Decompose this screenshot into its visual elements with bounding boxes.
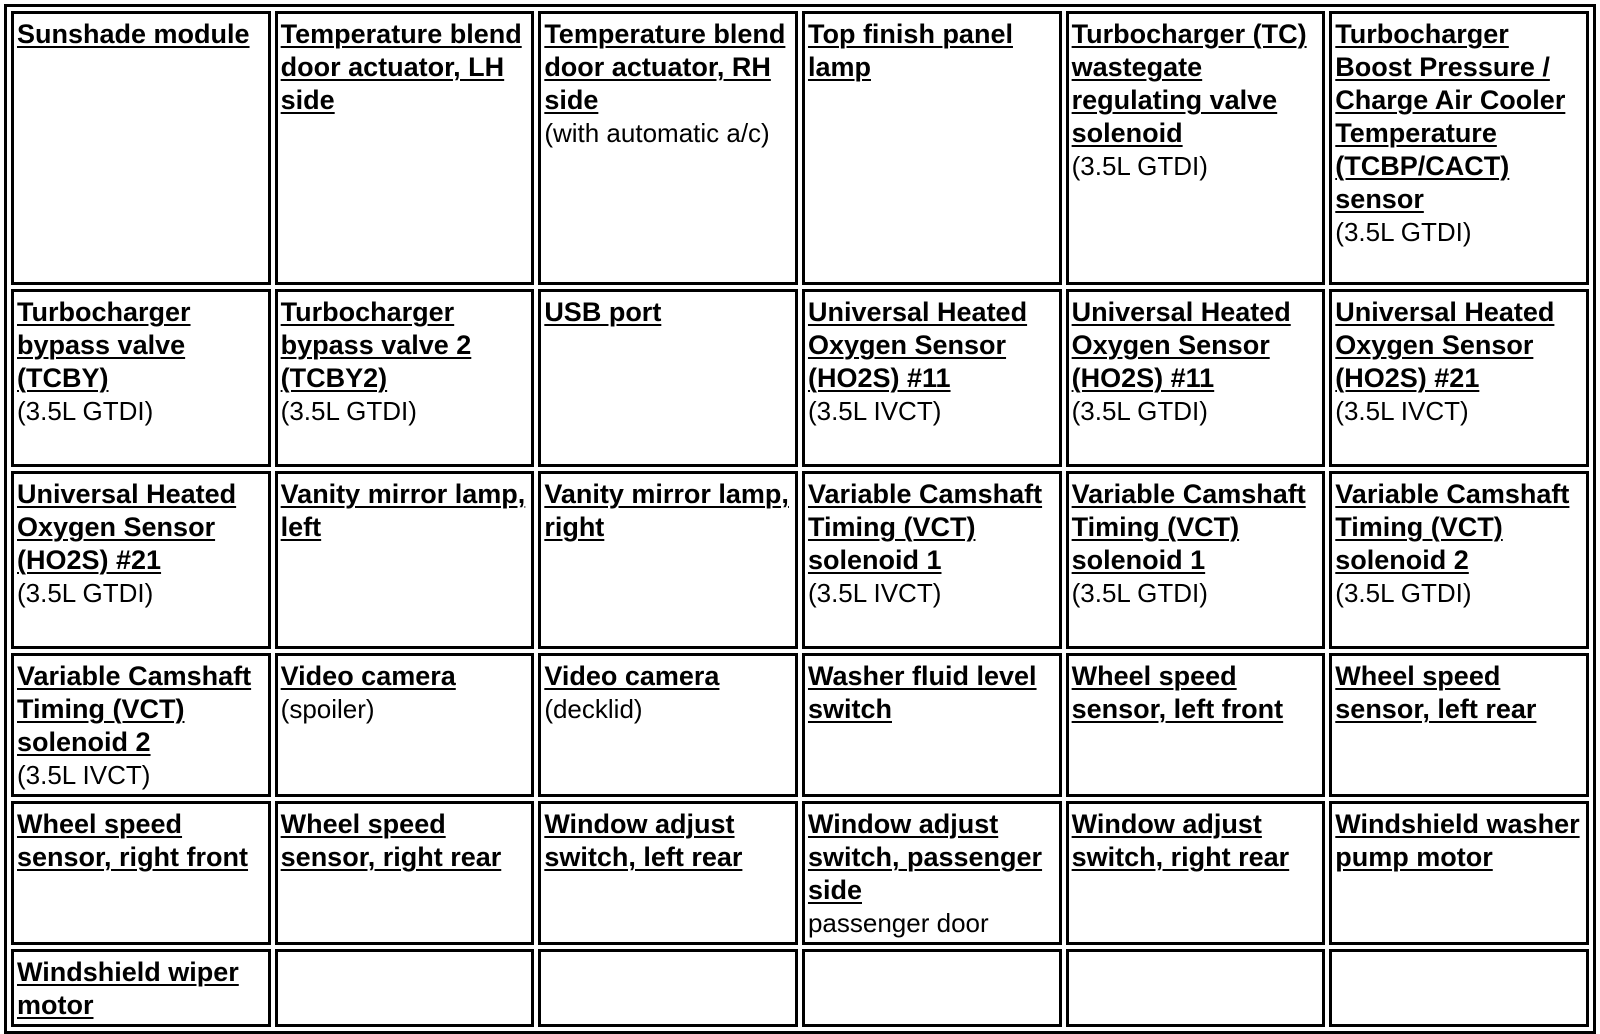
table-cell [1066,289,1326,467]
table-cell [1329,653,1589,797]
table-cell [11,11,271,285]
table-cell [11,471,271,649]
component-link[interactable]: Variable Camshaft Timing (VCT) solenoid 2 [17,661,252,757]
component-link[interactable]: Turbocharger Boost Pressure / Charge Air Cooler Temperature (TCBP/CACT) sensor [1335,19,1566,214]
table-row [11,11,1589,285]
table-row [11,949,1589,1027]
component-link[interactable]: Wheel speed sensor, right front [17,809,249,872]
component-link[interactable]: Turbocharger bypass valve (TCBY) [17,297,191,393]
table-cell [802,11,1062,285]
component-note: (3.5L GTDI) [1335,217,1472,247]
table-cell [802,471,1062,649]
component-link[interactable]: Variable Camshaft Timing (VCT) solenoid 2 [1335,479,1570,575]
component-link[interactable]: Video camera [280,661,456,691]
table-cell [11,653,271,797]
component-link[interactable]: Sunshade module [17,19,250,49]
component-link[interactable]: Video camera [544,661,720,691]
component-note: (3.5L IVCT) [807,578,942,608]
table-cell [1066,471,1326,649]
component-note: (with automatic a/c) [544,118,770,148]
component-link[interactable]: Top finish panel lamp [807,19,1013,82]
component-note: (3.5L GTDI) [1071,396,1208,426]
table-cell [275,801,535,945]
component-link[interactable]: Window adjust switch, right rear [1071,809,1290,872]
empty-cell [802,949,1062,1027]
table-cell [1329,11,1589,285]
component-note: (3.5L IVCT) [807,396,942,426]
table-cell [275,289,535,467]
table-cell [275,11,535,285]
table-cell [538,801,798,945]
component-note: (3.5L IVCT) [1335,396,1469,426]
table-cell [802,289,1062,467]
table-cell [1329,289,1589,467]
table-cell [1066,653,1326,797]
component-note: (3.5L GTDI) [17,578,154,608]
component-link[interactable]: Wheel speed sensor, left front [1071,661,1284,724]
component-link[interactable]: Universal Heated Oxygen Sensor (HO2S) #11 [1071,297,1291,393]
component-note: (spoiler) [280,694,375,724]
component-note: (decklid) [544,694,643,724]
component-link[interactable]: Washer fluid level switch [807,661,1037,724]
component-link[interactable]: Window adjust switch, left rear [544,809,743,872]
table-row [11,471,1589,649]
component-link[interactable]: USB port [544,297,662,327]
empty-cell [1329,949,1589,1027]
table-cell [1329,801,1589,945]
component-link[interactable]: Variable Camshaft Timing (VCT) solenoid 1 [807,479,1043,575]
table-cell [1066,801,1326,945]
component-link[interactable]: Variable Camshaft Timing (VCT) solenoid 1 [1071,479,1306,575]
component-link[interactable]: Turbocharger (TC) wastegate regulating valve solenoid [1071,19,1307,148]
table-row [11,653,1589,797]
table-cell [275,471,535,649]
table-row [11,289,1589,467]
table-cell [11,801,271,945]
empty-cell [538,949,798,1027]
component-index-table [4,4,1596,1034]
component-link[interactable]: Wheel speed sensor, right rear [280,809,502,872]
table-cell [538,471,798,649]
empty-cell [1066,949,1326,1027]
table-cell [538,11,798,285]
component-link[interactable]: Window adjust switch, passenger side [807,809,1043,905]
component-note: (3.5L GTDI) [1071,578,1208,608]
table-cell [1066,11,1326,285]
table-cell [538,653,798,797]
component-link[interactable]: Windshield wiper motor [17,957,239,1020]
component-note: (3.5L GTDI) [1335,578,1472,608]
component-link[interactable]: Turbocharger bypass valve 2 (TCBY2) [280,297,472,393]
component-note: (3.5L GTDI) [1071,151,1208,181]
component-link[interactable]: Universal Heated Oxygen Sensor (HO2S) #21 [1335,297,1555,393]
table-row [11,801,1589,945]
component-link[interactable]: Vanity mirror lamp, left [280,479,526,542]
table-cell [802,801,1062,945]
component-link[interactable]: Temperature blend door actuator, RH side [544,19,786,115]
component-link[interactable]: Vanity mirror lamp, right [544,479,789,542]
component-link[interactable]: Windshield washer pump motor [1335,809,1580,872]
empty-cell [275,949,535,1027]
component-note: (3.5L GTDI) [17,396,154,426]
component-note: (3.5L IVCT) [17,760,151,790]
component-link[interactable]: Temperature blend door actuator, LH side [280,19,522,115]
table-cell [275,653,535,797]
table-cell [802,653,1062,797]
component-note: passenger door [807,908,989,938]
table-cell [11,289,271,467]
table-cell [1329,471,1589,649]
table-cell [538,289,798,467]
component-link[interactable]: Universal Heated Oxygen Sensor (HO2S) #21 [17,479,237,575]
component-link[interactable]: Wheel speed sensor, left rear [1335,661,1537,724]
table-cell [11,949,271,1027]
component-link[interactable]: Universal Heated Oxygen Sensor (HO2S) #11 [807,297,1028,393]
component-note: (3.5L GTDI) [280,396,417,426]
